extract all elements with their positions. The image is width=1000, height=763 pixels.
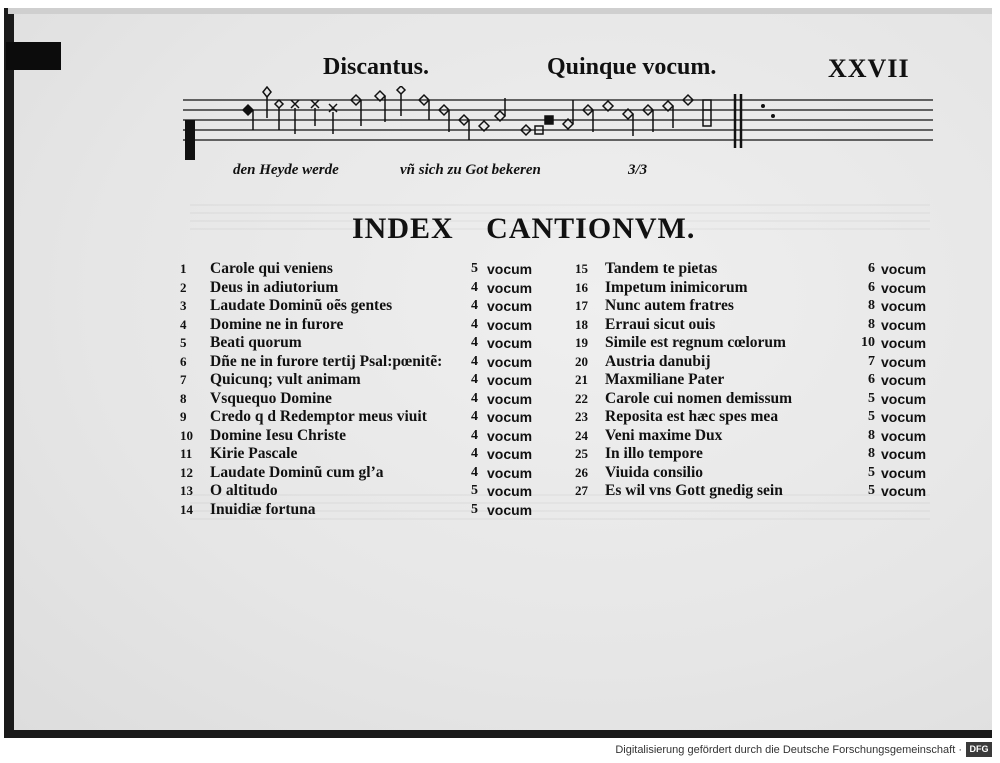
item-number: 11 (180, 446, 193, 461)
list-item (575, 334, 945, 353)
item-voice-count: 5 (471, 483, 478, 498)
item-number: 14 (180, 501, 193, 517)
item-voice-count: 4 (471, 279, 478, 295)
list-item (575, 297, 945, 316)
item-number: 10 (180, 427, 193, 443)
item-title: Carole cui nomen demissum (605, 389, 793, 407)
item-unit: vocum (487, 483, 533, 499)
item-title: Veni maxime Dux (605, 426, 723, 444)
item-title: Es wil vns Gott gnedig sein (605, 482, 783, 499)
item-title: Simile est regnum cœlorum (605, 334, 786, 351)
item-voice-count: 8 (868, 446, 875, 461)
item-unit: vocum (487, 501, 533, 518)
list-item (180, 408, 548, 427)
item-unit: vocum (881, 335, 927, 351)
item-number: 7 (180, 372, 187, 387)
item-voice-count: 5 (471, 501, 478, 517)
list-item (180, 427, 548, 446)
music-staff (183, 86, 938, 161)
item-number: 26 (575, 464, 588, 480)
item-number: 22 (575, 390, 588, 406)
lyric-mark: 3/3 (628, 162, 648, 178)
item-unit: vocum (881, 353, 927, 370)
item-title: Deus in adiutorium (210, 278, 339, 296)
song-index-right (575, 260, 945, 501)
item-unit: vocum (487, 390, 533, 407)
item-voice-count: 4 (471, 427, 478, 443)
item-voice-count: 5 (868, 409, 875, 424)
list-item (180, 353, 548, 372)
item-unit: vocum (487, 261, 533, 277)
item-number: 9 (180, 409, 187, 424)
song-index-left (180, 260, 548, 519)
item-voice-count: 4 (471, 409, 478, 424)
list-item (180, 371, 548, 390)
lyric-line-2: vñ sich zu Got bekeren (400, 162, 541, 178)
dfg-logo-icon: DFG (966, 742, 992, 757)
item-unit: vocum (881, 298, 927, 314)
page-top-edge (8, 8, 992, 14)
item-title: Laudate Dominũ oẽs gentes (210, 297, 393, 314)
item-title: Nunc autem fratres (605, 297, 734, 314)
item-voice-count: 4 (471, 372, 478, 387)
item-unit: vocum (487, 279, 533, 296)
item-title: O altitudo (210, 482, 278, 499)
item-number: 23 (575, 409, 588, 424)
list-item (575, 427, 945, 446)
item-voice-count: 5 (471, 261, 478, 276)
item-unit: vocum (487, 372, 533, 388)
item-title: Beati quorum (210, 334, 302, 351)
list-item (575, 464, 945, 483)
item-unit: vocum (881, 372, 927, 388)
folio-number: XXVII (828, 54, 910, 83)
item-number: 1 (180, 261, 187, 276)
item-title: Domine ne in furore (210, 315, 344, 333)
index-title: INDEX CANTIONVM. (352, 212, 696, 245)
item-title: In illo tempore (605, 445, 703, 462)
item-number: 27 (575, 483, 588, 498)
item-title: Dñe ne in furore tertij Psal:pœnitẽ: (210, 352, 443, 370)
item-number: 24 (575, 427, 588, 443)
list-item (575, 482, 945, 501)
item-number: 17 (575, 298, 588, 313)
item-number: 15 (575, 261, 588, 276)
item-unit: vocum (881, 483, 927, 499)
voices-heading: Quinque vocum. (547, 54, 717, 80)
list-item (180, 279, 548, 298)
list-item (575, 260, 945, 279)
item-number: 3 (180, 298, 187, 313)
item-number: 20 (575, 353, 588, 369)
item-number: 8 (180, 390, 187, 406)
list-item (180, 390, 548, 409)
item-unit: vocum (487, 409, 533, 425)
item-unit: vocum (487, 316, 533, 333)
item-number: 2 (180, 279, 187, 295)
item-number: 13 (180, 483, 193, 498)
item-title: Quicunq; vult animam (210, 371, 361, 388)
list-item (180, 297, 548, 316)
item-voice-count: 8 (868, 316, 875, 332)
item-unit: vocum (487, 446, 533, 462)
item-title: Vsquequo Domine (210, 389, 332, 407)
list-item (180, 260, 548, 279)
item-title: Laudate Dominũ cum glʼa (210, 463, 384, 481)
item-title: Impetum inimicorum (605, 278, 748, 296)
item-number: 19 (575, 335, 588, 350)
item-number: 16 (575, 279, 588, 295)
item-voice-count: 4 (471, 390, 478, 406)
item-voice-count: 5 (868, 483, 875, 498)
list-item (180, 501, 548, 520)
item-voice-count: 4 (471, 353, 478, 369)
item-title: Maxmiliane Pater (605, 371, 725, 388)
list-item (575, 445, 945, 464)
list-item (575, 371, 945, 390)
item-number: 4 (180, 316, 187, 332)
item-voice-count: 4 (471, 316, 478, 332)
list-item (575, 353, 945, 372)
item-voice-count: 10 (861, 335, 875, 350)
item-unit: vocum (487, 335, 533, 351)
item-voice-count: 8 (868, 427, 875, 443)
item-unit: vocum (881, 390, 927, 407)
item-unit: vocum (881, 279, 927, 296)
list-item (180, 334, 548, 353)
list-item (575, 408, 945, 427)
item-voice-count: 8 (868, 298, 875, 313)
item-unit: vocum (487, 353, 533, 370)
item-voice-count: 5 (868, 464, 875, 480)
item-voice-count: 6 (868, 261, 875, 276)
item-number: 21 (575, 372, 588, 387)
footer-bar (0, 738, 1000, 763)
item-title: Viuida consilio (605, 463, 704, 481)
item-title: Tandem te pietas (605, 260, 718, 277)
item-unit: vocum (881, 316, 927, 333)
item-unit: vocum (487, 298, 533, 314)
voice-part-heading: Discantus. (323, 54, 430, 80)
list-item (180, 482, 548, 501)
item-number: 12 (180, 464, 193, 480)
item-voice-count: 4 (471, 298, 478, 313)
list-item (575, 390, 945, 409)
item-number: 18 (575, 316, 588, 332)
item-title: Domine Iesu Christe (210, 426, 347, 444)
item-title: Credo q d Redemptor meus viuit (210, 408, 427, 425)
item-unit: vocum (881, 446, 927, 462)
binding-tab (6, 42, 61, 70)
item-number: 6 (180, 353, 187, 369)
clef-icon (185, 120, 195, 160)
item-title: Kirie Pascale (210, 445, 298, 462)
item-voice-count: 4 (471, 335, 478, 350)
item-title: Austria danubij (605, 352, 711, 370)
item-voice-count: 6 (868, 372, 875, 387)
item-number: 25 (575, 446, 588, 461)
item-unit: vocum (881, 409, 927, 425)
item-title: Inuidiæ fortuna (210, 500, 316, 518)
item-title: Reposita est hæc spes mea (605, 408, 779, 425)
lyric-line-1: den Heyde werde (233, 162, 339, 178)
list-item (180, 445, 548, 464)
list-item (180, 316, 548, 335)
item-voice-count: 7 (868, 353, 875, 369)
item-title: Erraui sicut ouis (605, 315, 716, 333)
item-unit: vocum (881, 427, 927, 444)
list-item (575, 279, 945, 298)
item-unit: vocum (487, 464, 533, 481)
item-voice-count: 4 (471, 446, 478, 461)
item-voice-count: 4 (471, 464, 478, 480)
item-title: Carole qui veniens (210, 260, 333, 277)
list-item (575, 316, 945, 335)
list-item (180, 464, 548, 483)
item-unit: vocum (881, 464, 927, 481)
funding-credit: Digitalisierung gefördert durch die Deutsche Forschungsgemeinschaft · (615, 744, 962, 756)
item-voice-count: 5 (868, 390, 875, 406)
item-number: 5 (180, 335, 187, 350)
item-voice-count: 6 (868, 279, 875, 295)
item-unit: vocum (881, 261, 927, 277)
item-unit: vocum (487, 427, 533, 444)
